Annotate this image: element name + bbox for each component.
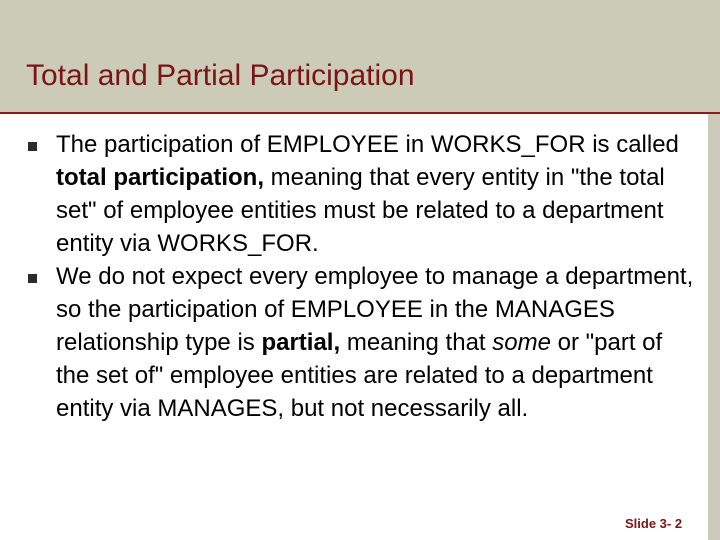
square-bullet-icon	[28, 142, 37, 151]
title-divider	[0, 112, 720, 114]
text-run: The participation of EMPLOYEE in WORKS_FOR is called	[56, 131, 679, 158]
text-run: We do not expect every employee to manage a department, so the participation of EMPLOYEE in the MANAGES relationship type is	[56, 263, 694, 356]
text-run: meaning that	[340, 329, 493, 356]
emphasis-partial: partial,	[261, 329, 341, 356]
text-run: or "part of the set of" employee entities are related to a department entity via MANAGES, but not necessarily all.	[56, 329, 663, 422]
slide-title: Total and Partial Participation	[26, 59, 415, 92]
right-side-bar	[708, 114, 720, 540]
bullet-text	[56, 260, 698, 425]
square-bullet-icon	[28, 274, 37, 283]
emphasis-total-participation: total participation,	[56, 164, 265, 191]
slide-number: Slide 3- 2	[625, 516, 683, 531]
bullet-text	[56, 128, 698, 260]
emphasis-some: some	[492, 329, 551, 356]
bullet-item-partial-participation	[28, 260, 698, 425]
bullet-item-total-participation	[28, 128, 698, 260]
bullet-list	[28, 128, 698, 425]
text-run: meaning that every entity in "the total set" of employee entities must be related to a department entity via WORKS_FOR.	[56, 164, 665, 257]
